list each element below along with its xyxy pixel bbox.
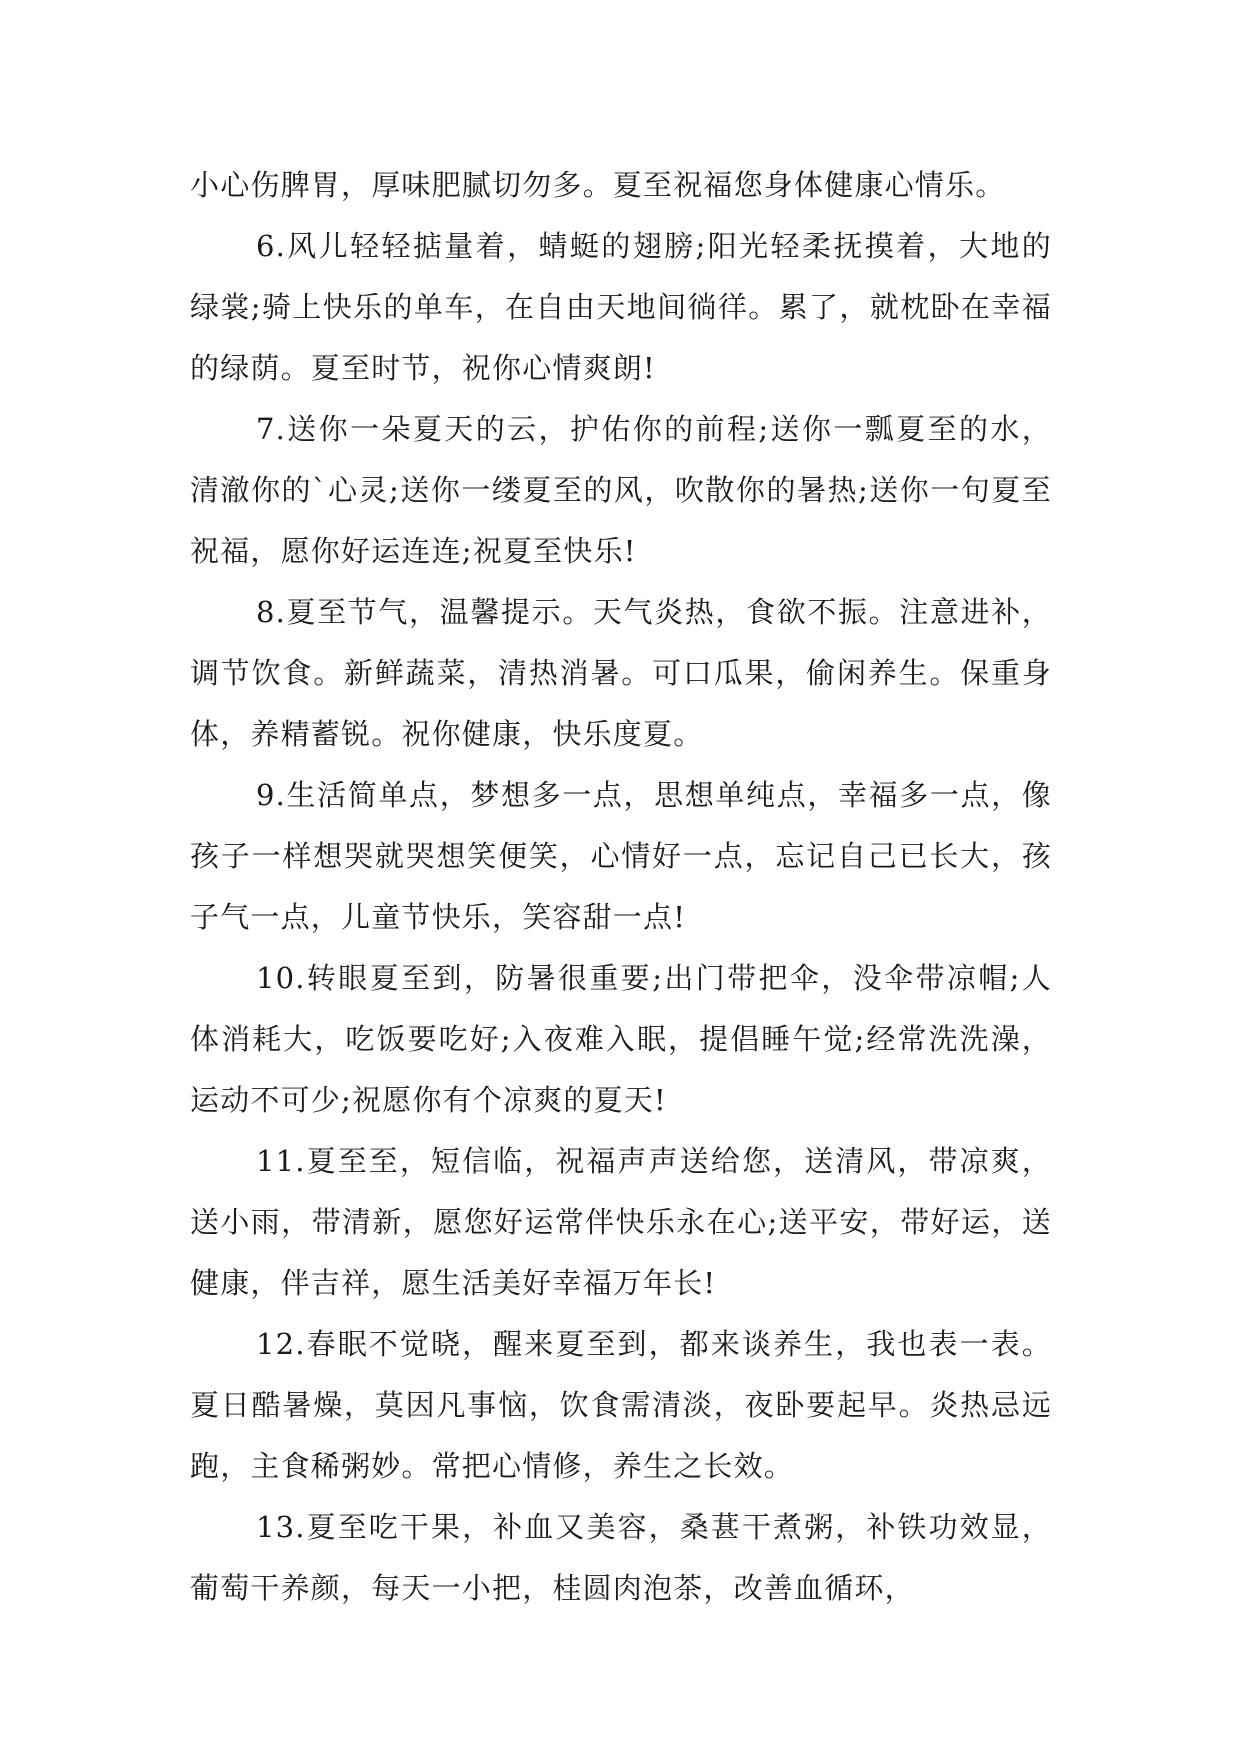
paragraph-item-8: 8.夏至节气，温馨提示。天气炎热，食欲不振。注意进补，调节饮食。新鲜蔬菜，清热消暑。可口瓜果，偷闲养生。保重身体，养精蓄锐。祝你健康，快乐度夏。 (190, 595, 1052, 751)
paragraph-item-9: 9.生活简单点，梦想多一点，思想单纯点，幸福多一点，像孩子一样想哭就哭想笑便笑，心情好一点，忘记自己已长大，孩子气一点，儿童节快乐，笑容甜一点! (190, 778, 1052, 934)
paragraph-item-13: 13.夏至吃干果，补血又美容，桑葚干煮粥，补铁功效显，葡萄干养颜，每天一小把，桂圆肉泡茶，改善血循环， (190, 1510, 1052, 1605)
paragraph-item-6: 6.风儿轻轻掂量着，蜻蜓的翅膀;阳光轻柔抚摸着，大地的绿裳;骑上快乐的单车，在自由天地间徜徉。累了，就枕卧在幸福的绿荫。夏至时节，祝你心情爽朗! (190, 229, 1052, 385)
paragraph-continuation: 小心伤脾胃，厚味肥腻切勿多。夏至祝福您身体健康心情乐。 (190, 168, 1006, 202)
paragraph-item-10: 10.转眼夏至到，防暑很重要;出门带把伞，没伞带凉帽;人体消耗大，吃饭要吃好;入夜难入眠，提倡睡午觉;经常洗洗澡，运动不可少;祝愿你有个凉爽的夏天! (190, 961, 1052, 1117)
paragraph-item-7: 7.送你一朵夏天的云，护佑你的前程;送你一瓢夏至的水，清澈你的`心灵;送你一缕夏至的风，吹散你的暑热;送你一句夏至祝福，愿你好运连连;祝夏至快乐! (190, 412, 1052, 568)
document-body (190, 155, 1052, 1619)
paragraph-item-11: 11.夏至至，短信临，祝福声声送给您，送清风，带凉爽，送小雨，带清新，愿您好运常伴快乐永在心;送平安，带好运，送健康，伴吉祥，愿生活美好幸福万年长! (190, 1144, 1052, 1300)
paragraph-item-12: 12.春眠不觉晓，醒来夏至到，都来谈养生，我也表一表。夏日酷暑燥，莫因凡事恼，饮食需清淡，夜卧要起早。炎热忌远跑，主食稀粥妙。常把心情修，养生之长效。 (190, 1327, 1052, 1483)
